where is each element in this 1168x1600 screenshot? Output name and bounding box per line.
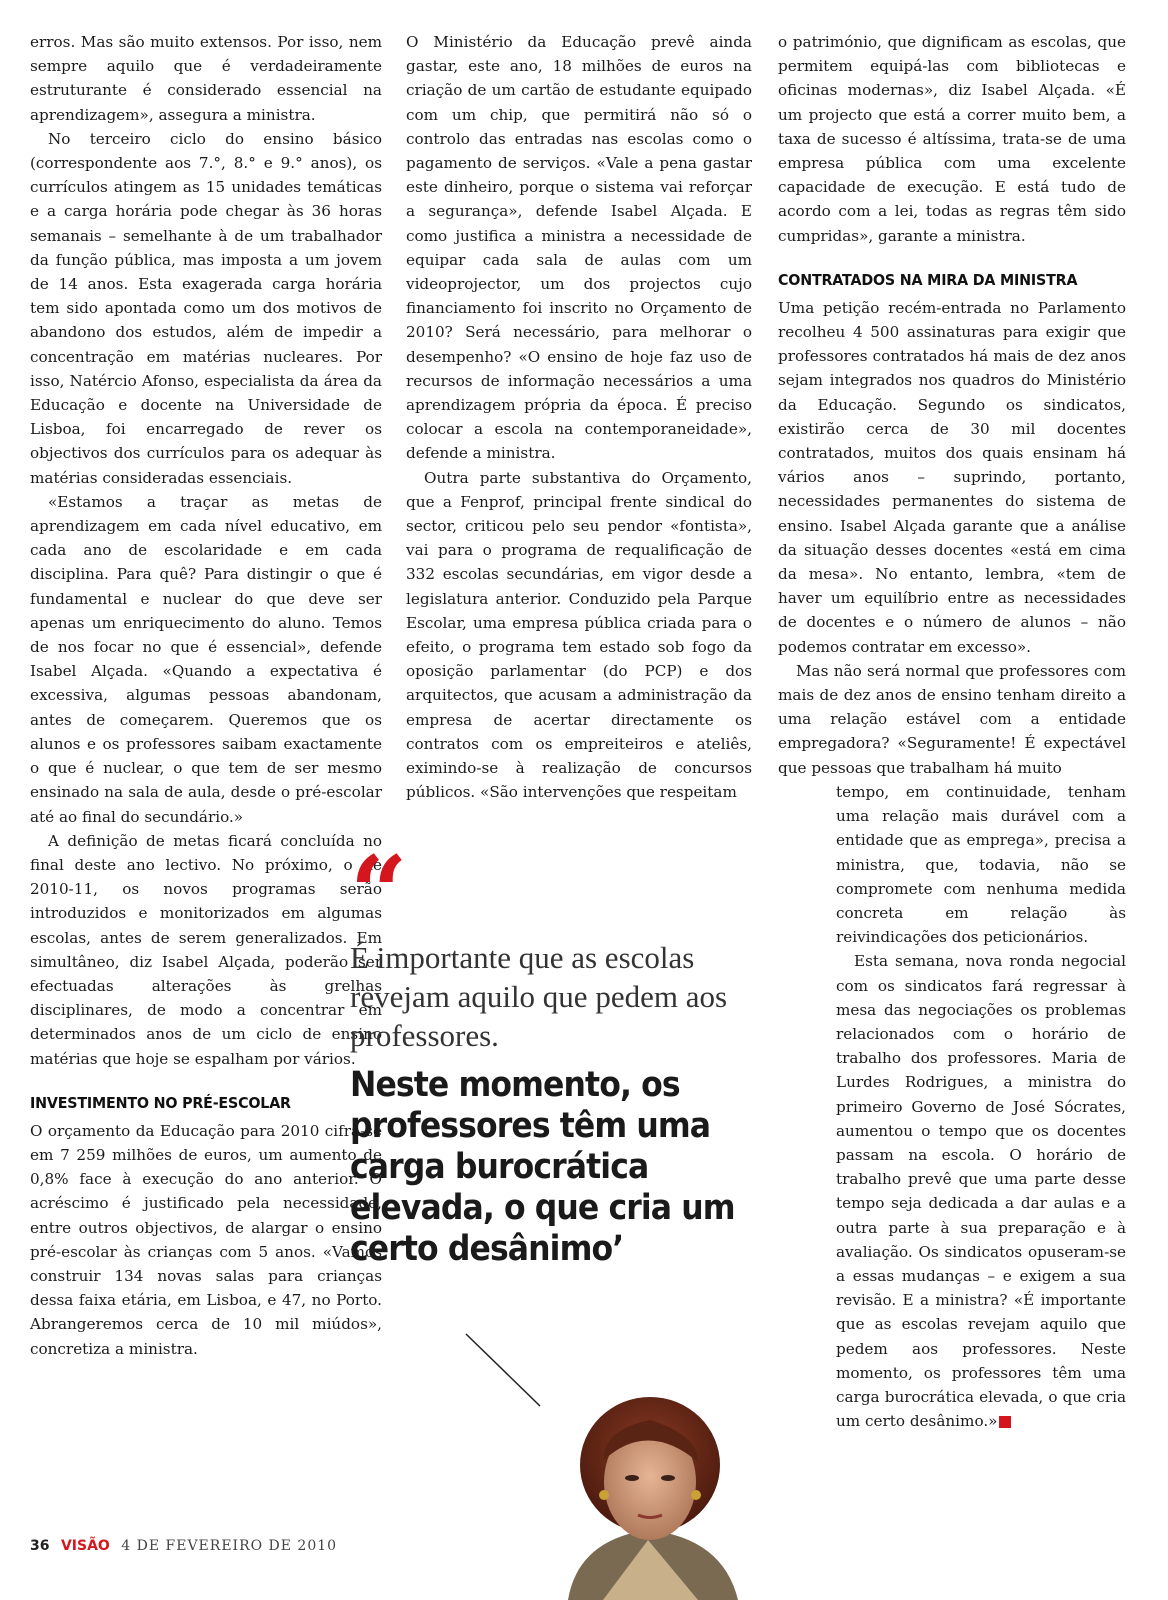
paragraph: Mas não será normal que professores com mais de dez anos de ensino tenham direito a uma relação estável com a entidade empregadora? «Seguramente! É expectável que pessoas que trabalham há muito [778, 661, 1126, 777]
pull-quote-intro: É importante que as escolas revejam aquilo que pedem aos professores. [350, 940, 728, 1053]
pointer-line [462, 1330, 552, 1420]
section-heading: CONTRATADOS NA MIRA DA MINISTRA [778, 270, 1078, 289]
paragraph: «Estamos a traçar as metas de aprendizagem em cada nível educativo, em cada ano de escolaridade e em cada disciplina. Para quê? Para distingir o que é fundamental e nuclear do que deve ser apenas um enriquecimento do aluno. Temos de nos focar no que é essencial», defende Isabel Alçada. «Quando a expectativa é excessiva, algumas pessoas abandonam, antes de começarem. Queremos que os alunos e os professores saibam exactamente o que é nuclear, o que tem de ser mesmo ensinado na sala de aula, desde o pré-escolar até ao final do secundário.» [30, 492, 382, 826]
paragraph-text: Esta semana, nova ronda negocial com os sindicatos fará regressar à mesa das negociações os problemas relacionados com o horário de trabalho dos professores. Maria de Lurdes Rodrigues, a ministra do primeiro Governo de José Sócrates, aumentou o tempo que os docentes passam na escola. O horário de trabalho prevê que uma parte desse tempo seja dedicada a dar aulas e a outra parte à sua preparação e à avaliação. Os sindicatos opuseram-se a essas mudanças – e exigem a sua revisão. E a ministra? «É importante que as escolas revejam aquilo que pedem aos professores. Neste momento, os professores têm uma carga burocrática elevada, o que cria um certo desânimo.» [836, 952, 1126, 1431]
paragraph: o património, que dignificam as escolas, que permitem equipá-las com bibliotecas e oficinas modernas», diz Isabel Alçada. «É um projecto que está a correr muito bem, a taxa de sucesso é altíssima, trata-se de uma empresa pública com uma excelente capacidade de execução. E está tudo de acordo com a lei, todas as regras têm sido cumpridas», garante a ministra. [778, 33, 1126, 245]
minister-photo [548, 1390, 752, 1600]
quote-mark-icon: “ [350, 834, 408, 952]
paragraph: erros. Mas são muito extensos. Por isso, nem sempre aquilo que é verdadeiramente estruturante é considerado essencial na aprendizagem», assegura a ministra. [30, 33, 382, 124]
paragraph: tempo, em continuidade, tenham uma relação mais durável com a entidade que as emprega», precisa a ministra, que, todavia, não se compromete com nenhuma medida concreta em relação às reivindicações dos peticionários. [836, 782, 1126, 947]
issue-date: 4 DE FEVEREIRO DE 2010 [121, 1538, 338, 1554]
paragraph: A definição de metas ficará concluída no final deste ano lectivo. No próximo, o de 2010-11, os novos programas serão introduzidos e monitorizados em algumas escolas, antes de serem generalizados. Em simultâneo, diz Isabel Alçada, poderão ser efectuadas alterações às grelhas disciplinares, de modo a concentrar em determinados anos de um ciclo de ensino matérias que hoje se espalham por vários. [30, 831, 382, 1068]
magazine-name: VISÃO [60, 1538, 110, 1554]
paragraph: Outra parte substantiva do Orçamento, que a Fenprof, principal frente sindical do sector, criticou pelo seu pendor «fontista», vai para o programa de requalificação de 332 escolas secundárias, em vigor desde a legislatura anterior. Conduzido pela Parque Escolar, uma empresa pública criada para o efeito, o programa tem estado sob fogo da oposição parlamentar (do PCP) e dos arquitectos, que acusam a administração da empresa de acertar directamente os contratos com os empreiteiros e ateliês, eximindo-se à realização de concursos públicos. «São intervenções que respeitam [406, 468, 752, 802]
article-column-3 [778, 30, 1126, 1433]
paragraph: Uma petição recém-entrada no Parlamento recolheu 4 500 assinaturas para exigir que professores contratados há mais de dez anos sejam integrados nos quadros do Ministério da Educação. Segundo os sindicatos, existirão cerca de 30 mil docentes contratados, muitos dos quais ensinam há vários anos – suprindo, portanto, necessidades permanentes do sistema de ensino. Isabel Alçada garante que a análise da situação desses docentes «está em cima da mesa». No entanto, lembra, «tem de haver um equilíbrio entre as necessidades de docentes e o número de alunos – não podemos contratar em excesso». [778, 298, 1126, 656]
section-heading: INVESTIMENTO NO PRÉ-ESCOLAR [30, 1093, 291, 1112]
end-of-article-icon [999, 1416, 1011, 1428]
page-number: 36 [30, 1538, 50, 1554]
paragraph: O orçamento da Educação para 2010 cifra-se em 7 259 milhões de euros, um aumento de 0,8% face à execução do ano anterior. O acréscimo é justificado pela necessidade, entre outros objectivos, de alargar o ensino pré-escolar às crianças com 5 anos. «Vamos construir 134 novas salas para crianças dessa faixa etária, em Lisboa, e 47, no Porto. Abrangeremos cerca de 10 mil miúdos», concretiza a ministra. [30, 1121, 382, 1358]
article-column-2 [406, 30, 752, 805]
article-column-1 [30, 30, 382, 1361]
paragraph [836, 949, 1126, 1433]
wrapped-text-block [836, 780, 1126, 1433]
page-footer [30, 1538, 337, 1554]
pull-quote-main: Neste momento, os professores têm uma carga burocrática elevada, o que cria um certo desânimo’ [350, 1065, 735, 1269]
paragraph: O Ministério da Educação prevê ainda gastar, este ano, 18 milhões de euros na criação de um cartão de estudante equipado com um chip, que permitirá não só o controlo das entradas nas escolas como o pagamento de serviços. «Vale a pena gastar este dinheiro, porque o sistema vai reforçar a segurança», defende Isabel Alçada. E como justifica a ministra a necessidade de equipar cada sala de aulas com um videoprojector, um dos projectos cujo financiamento foi inscrito no Orçamento de 2010? Será necessário, para melhorar o desempenho? «O ensino de hoje faz uso de recursos de informação necessários a uma aprendizagem própria da época. É preciso colocar a escola na contemporaneidade», defende a ministra. [406, 33, 752, 463]
paragraph: No terceiro ciclo do ensino básico (correspondente aos 7.°, 8.° e 9.° anos), os currículos atingem as 15 unidades temáticas e a carga horária pode chegar às 36 horas semanais – semelhante à de um trabalhador da função pública, mas imposta a um jovem de 14 anos. Esta exagerada carga horária tem sido apontada como um dos motivos de abandono dos estudos, além de impedir a concentração em matérias nucleares. Por isso, Natércio Afonso, especialista da área da Educação e docente na Universidade de Lisboa, foi encarregado de rever os objectivos dos currículos para os adequar às matérias consideradas essenciais. [30, 129, 382, 487]
pull-quote [350, 834, 760, 1270]
